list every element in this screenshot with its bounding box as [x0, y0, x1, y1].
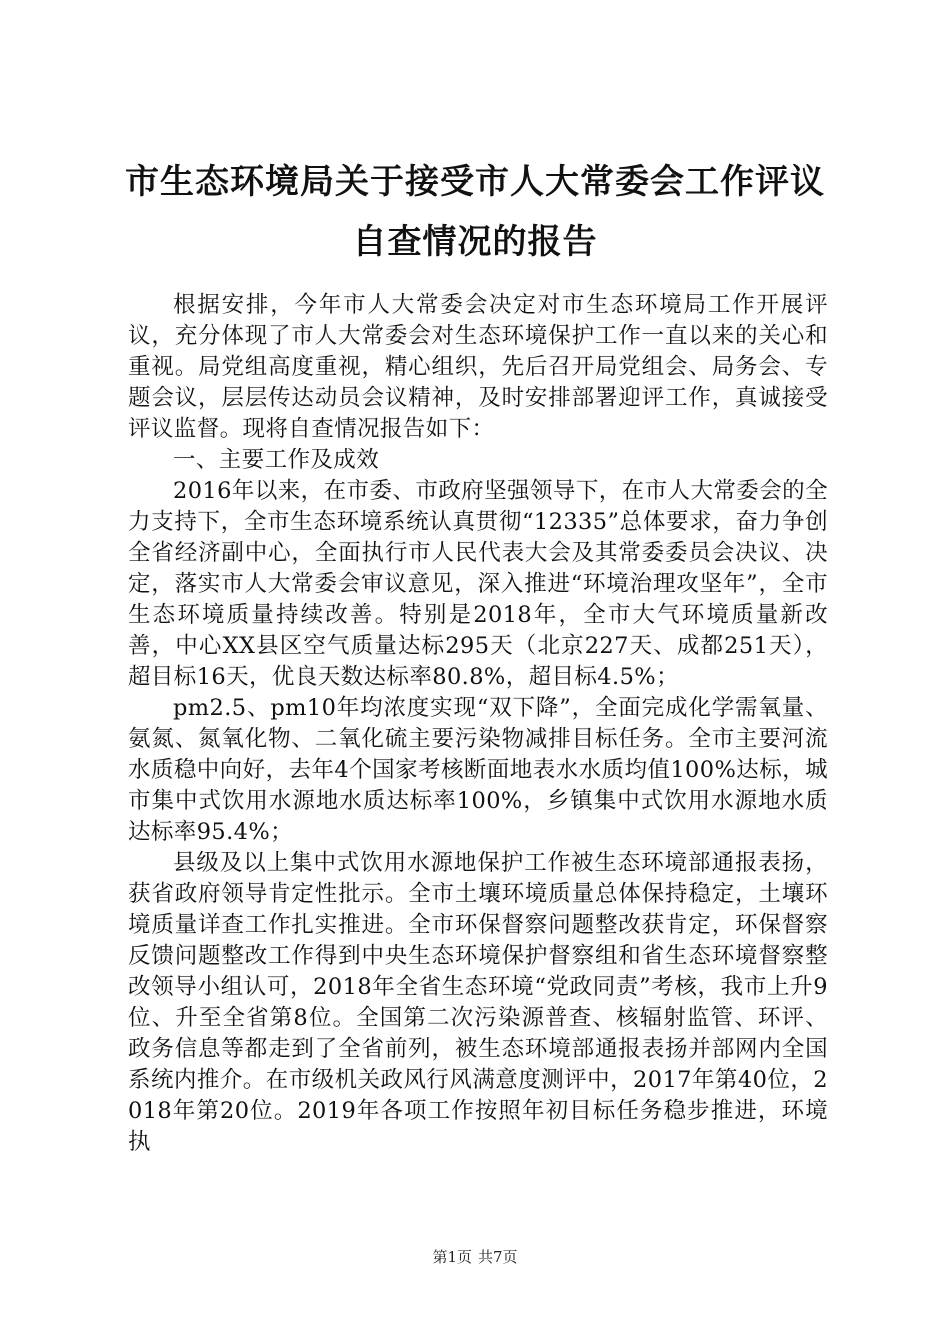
paragraph-pollution: pm2.5、pm10年均浓度实现“双下降”，全面完成化学需氧量、氨氮、氮氧化物、二氧化硫主要污染物减排目标任务。全市主要河流水质稳中向好，去年4个国家考核断面地表水水质均值100%达标，城市集中式饮用水源地水质达标率100%，乡镇集中式饮用水源地水质达标率95.4%； — [128, 695, 828, 845]
paragraph-achievements: 2016年以来，在市委、市政府坚强领导下，在市人大常委会的全力支持下，全市生态环境系统认真贯彻“12335”总体要求，奋力争创全省经济副中心，全面执行市人民代表大会及其常委委员会决议、决定，落实市人大常委会审议意见，深入推进“环境治理攻坚年”，全市生态环境质量持续改善。特别是2018年，全市大气环境质量新改善，中心XX县区空气质量达标295天（北京227天、成都251天），超目标16天，优良天数达标率80.8%，超目标4.5%； — [128, 478, 828, 690]
document-title-line-1: 市生态环境局关于接受市人大常委会工作评议 — [125, 162, 825, 202]
paragraph-intro: 根据安排，今年市人大常委会决定对市生态环境局工作开展评议，充分体现了市人大常委会对生态环境保护工作一直以来的关心和重视。局党组高度重视，精心组织，先后召开局党组会、局务会、专题会议，层层传达动员会议精神，及时安排部署迎评工作，真诚接受评议监督。现将自查情况报告如下： — [128, 292, 828, 442]
document-body — [128, 290, 828, 1158]
page-footer — [0, 1247, 950, 1267]
document-title-line-2: 自查情况的报告 — [352, 222, 598, 262]
paragraph-protection: 县级及以上集中式饮用水源地保护工作被生态环境部通报表扬，获省政府领导肯定性批示。全市土壤环境质量总体保持稳定，土壤环境质量详查工作扎实推进。全市环保督察问题整改获肯定，环保督察反馈问题整改工作得到中央生态环境保护督察组和省生态环境督察整改领导小组认可，2018年全省生态环境“党政同责”考核，我市上升9位、升至全省第8位。全国第二次污染源普查、核辐射监管、环评、政务信息等都走到了全省前列，被生态环境部通报表扬并部网内全国系统内推介。在市级机关政风行风满意度测评中，2017年第40位，2018年第20位。2019年各项工作按照年初目标任务稳步推进，环境执 — [128, 850, 828, 1155]
page-total: 共7页 — [478, 1248, 518, 1266]
section-heading-main-work: 一、主要工作及成效 — [173, 447, 380, 473]
page-number: 第1页 — [432, 1248, 472, 1266]
